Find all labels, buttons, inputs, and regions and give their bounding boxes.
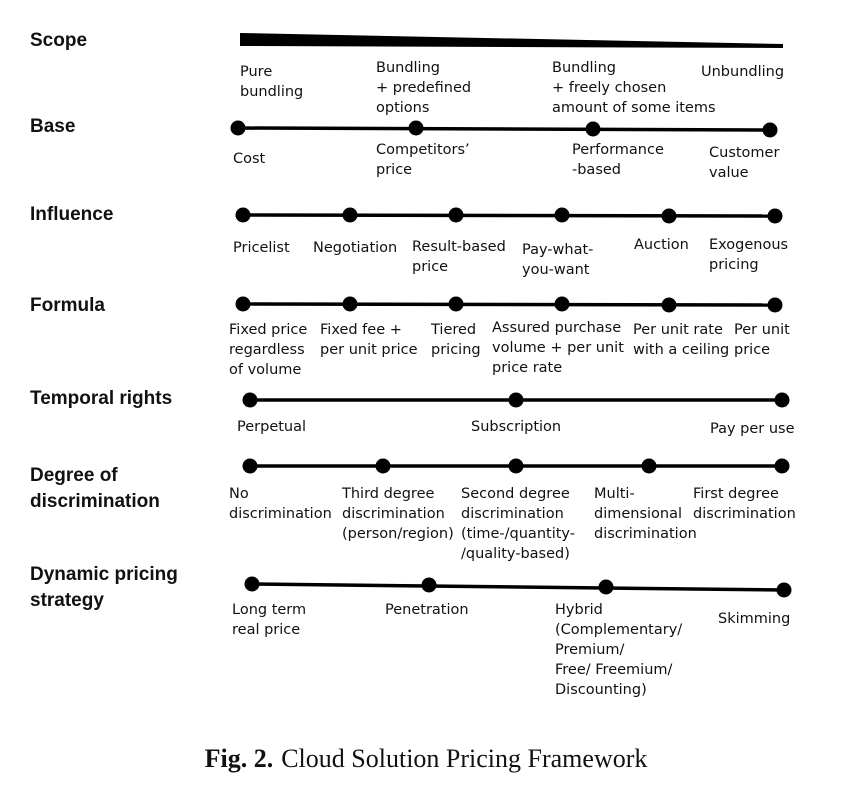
- row-label-discrimination: Degree of discrimination: [30, 465, 160, 512]
- influence-node: [662, 209, 677, 224]
- formula-option: Fixed price regardless of volume: [229, 322, 308, 378]
- caption-label: Fig. 2.: [204, 744, 274, 773]
- formula-node: [555, 297, 570, 312]
- row-label-formula: Formula: [30, 295, 105, 316]
- discrimination-option: Second degree discrimination (time-/quantity- /quality-based): [461, 486, 575, 562]
- discrimination-scale: [243, 459, 790, 474]
- formula-option: Per unit price: [734, 322, 790, 358]
- scope-option: Unbundling: [701, 64, 785, 80]
- base-node: [231, 121, 246, 136]
- scope-option: Bundling + predefined options: [376, 60, 472, 116]
- formula-option: Fixed fee + per unit price: [320, 322, 418, 358]
- influence-node: [343, 208, 358, 223]
- dynamic-option: Hybrid (Complementary/ Premium/ Free/ Freemium/ Discounting): [555, 602, 683, 698]
- influence-option: Pricelist: [233, 240, 290, 256]
- formula-node: [662, 298, 677, 313]
- dynamic-option: Long term real price: [232, 602, 307, 638]
- base-scale: [231, 121, 778, 138]
- discrimination-node: [775, 459, 790, 474]
- discrimination-option: No discrimination: [229, 486, 332, 522]
- base-option: Customer value: [709, 145, 780, 181]
- discrimination-option: Multi- dimensional discrimination: [594, 486, 697, 542]
- formula-node: [236, 297, 251, 312]
- influence-option: Negotiation: [313, 240, 398, 256]
- discrimination-node: [376, 459, 391, 474]
- formula-node: [768, 298, 783, 313]
- row-label-scope: Scope: [30, 30, 88, 51]
- base-node: [409, 121, 424, 136]
- temporal-option: Pay per use: [710, 421, 795, 437]
- caption-text: Cloud Solution Pricing Framework: [281, 744, 648, 773]
- influence-scale: [236, 208, 783, 224]
- influence-option: Pay-what- you-want: [522, 242, 594, 278]
- dynamic-node: [245, 577, 260, 592]
- influence-node: [236, 208, 251, 223]
- scope-wedge: [240, 33, 783, 48]
- dynamic-option: Skimming: [718, 611, 791, 627]
- discrimination-node: [642, 459, 657, 474]
- row-label-base: Base: [30, 116, 76, 137]
- temporal-node: [243, 393, 258, 408]
- row-label-dynamic: Dynamic pricing strategy: [30, 564, 178, 611]
- dynamic-scale: [245, 577, 792, 598]
- influence-node: [449, 208, 464, 223]
- temporal-node: [509, 393, 524, 408]
- discrimination-node: [509, 459, 524, 474]
- temporal-option: Perpetual: [237, 419, 307, 435]
- formula-node: [343, 297, 358, 312]
- discrimination-node: [243, 459, 258, 474]
- formula-node: [449, 297, 464, 312]
- base-node: [586, 122, 601, 137]
- influence-option: Result-based price: [412, 239, 506, 275]
- formula-scale: [236, 297, 783, 313]
- influence-node: [768, 209, 783, 224]
- formula-option: Assured purchase volume + per unit price rate: [492, 320, 624, 376]
- temporal-scale: [243, 393, 790, 408]
- dynamic-node: [777, 583, 792, 598]
- temporal-node: [775, 393, 790, 408]
- influence-node: [555, 208, 570, 223]
- base-option: Cost: [233, 151, 266, 167]
- discrimination-option: First degree discrimination: [693, 486, 796, 522]
- temporal-option: Subscription: [471, 419, 562, 435]
- formula-option: Tiered pricing: [431, 322, 481, 358]
- influence-option: Auction: [634, 237, 689, 253]
- figure-caption: [0, 744, 852, 774]
- scope-option: Bundling + freely chosen amount of some items: [552, 60, 716, 116]
- discrimination-option: Third degree discrimination (person/region): [342, 486, 454, 542]
- formula-option: Per unit rate with a ceiling: [633, 322, 730, 358]
- dynamic-node: [599, 580, 614, 595]
- row-label-temporal: Temporal rights: [30, 388, 173, 409]
- base-node: [763, 123, 778, 138]
- dynamic-option: Penetration: [385, 602, 469, 618]
- dynamic-node: [422, 578, 437, 593]
- scope-option: Pure bundling: [240, 64, 304, 100]
- influence-option: Exogenous pricing: [709, 237, 789, 273]
- row-label-influence: Influence: [30, 204, 114, 225]
- base-option: Competitors’ price: [376, 142, 470, 178]
- base-option: Performance -based: [572, 142, 664, 178]
